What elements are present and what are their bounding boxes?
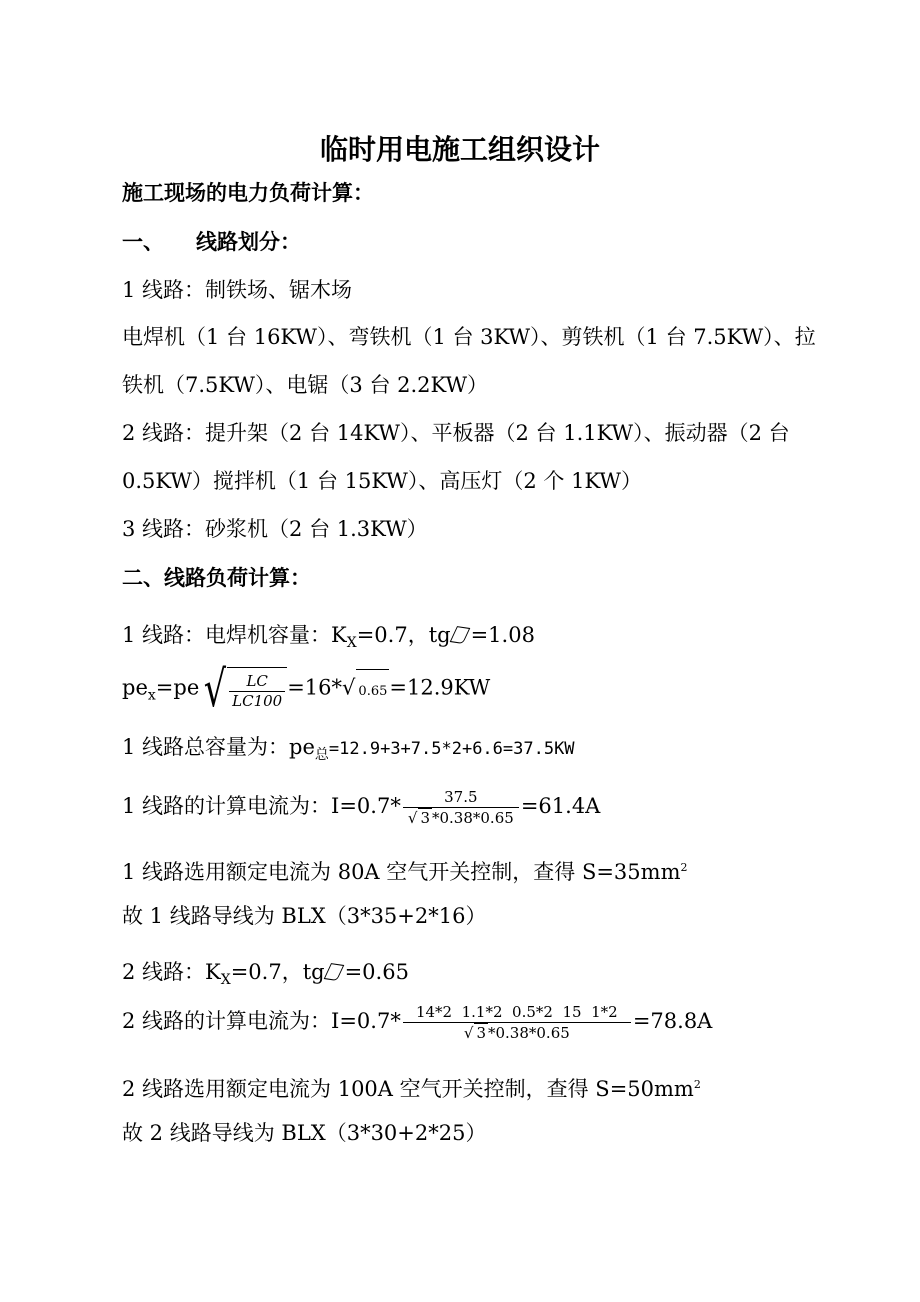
line1-wire: 故 1 线路导线为 BLX（3*35+2*16）	[122, 904, 487, 928]
line2-wire: 故 2 线路导线为 BLX（3*30+2*25）	[122, 1121, 487, 1145]
section-one-heading	[122, 229, 301, 255]
division-line-3: 铁机（7.5KW）、电锯（3 台 2.2KW）	[122, 373, 489, 397]
division-line-6: 3 线路：砂浆机（2 台 1.3KW）	[122, 517, 428, 541]
division-line-4: 2 线路：提升架（2 台 14KW）、平板器（2 台 1.1KW）、振动器（2 台	[122, 421, 790, 445]
section-two-heading: 二、线路负荷计算：	[122, 565, 311, 590]
phi-glyph-icon	[449, 626, 470, 644]
square-root-fraction: √ $\frac{LC}{LC100}$	[199, 664, 287, 714]
document-title: 临时用电施工组织设计	[319, 133, 600, 166]
division-line-5: 0.5KW）搅拌机（1 台 15KW）、高压灯（2 个 1KW）	[122, 469, 642, 493]
section-one-number: 一、	[122, 229, 164, 254]
section-one-label: 线路划分：	[196, 229, 301, 254]
line2-current: 2 线路的计算电流为：I=0.7* $\frac{14*2 1.1*2 0.5*2 15 1*2}{√ 3 *0.38*0.65}$ =78.8A	[122, 1002, 713, 1042]
line2-switch: 2 线路选用额定电流为 100A 空气开关控制，查得 $S=50mm^2$	[122, 1077, 701, 1101]
line1-pe-formula: $pe_x=pe√$ $\frac{LC}{LC100}$ =16*√ 0.65=12.9KW	[122, 660, 491, 718]
division-line-2: 电焊机（1 台 16KW）、弯铁机（1 台 3KW）、剪铁机（1 台 7.5KW）、拉	[122, 325, 816, 349]
line1-switch: 1 线路选用额定电流为 80A 空气开关控制，查得 $S=35mm^2$	[122, 860, 688, 884]
phi-glyph-icon	[323, 963, 344, 981]
line1-current: 1 线路的计算电流为：I=0.7* $\frac{37.5}{√ 3 *0.38*0.65}$ =61.4A	[122, 787, 601, 827]
heading-load-calculation: 施工现场的电力负荷计算：	[122, 180, 374, 205]
line1-total-capacity: 1 线路总容量为：$pe_总=12.9+3+7.5*2+6.6=37.5KW$	[122, 735, 575, 764]
line1-capacity: 1 线路：电焊机容量：$K_X=0.7$，tg =1.08	[122, 623, 535, 652]
line2-k-factors: 2 线路：$K_X=0.7$，tg =0.65	[122, 960, 409, 989]
division-line-1: 1 线路：制铁场、锯木场	[122, 278, 353, 302]
